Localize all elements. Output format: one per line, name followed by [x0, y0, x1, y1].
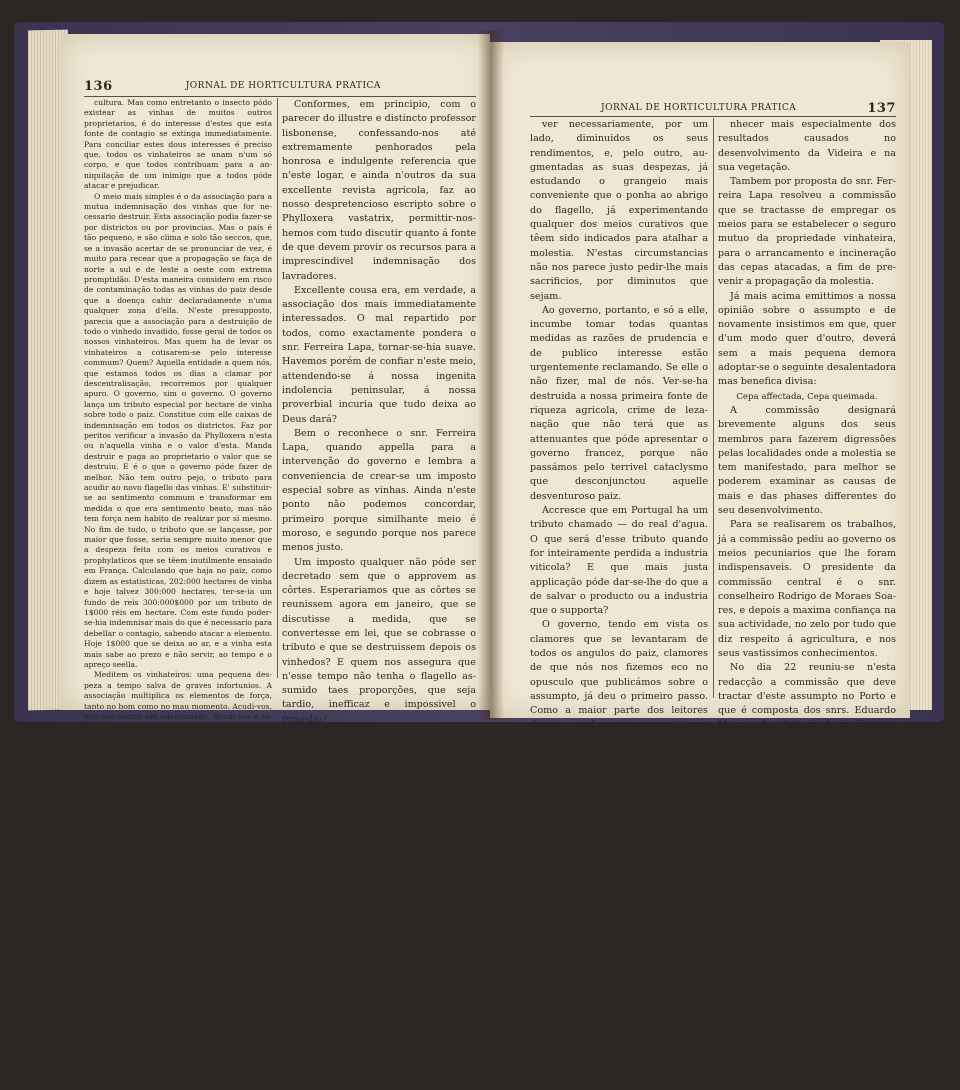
paragraph: Accresce que em Portugal ha um tributo chamado — do real d'agua. O que será d'esse tributo quando for inteiramente perdida a industria viticola? E que mais justa applicação póde dar-se-lhe do que a de salvar o producto ou a industria que o supporta? [530, 505, 708, 617]
paragraph: Ao mesmo tempo que o governo tractava de crear a commissão central a que acima nos referimos, pela direcção geral do commercio e industria era dirigido um officio ao governador civil de Villa Real, [718, 919, 896, 1003]
left-column-1 [84, 98, 272, 950]
paragraph: Um imposto qualquer não póde ser decretado sem que o approvem as côrtes. Esperariamos que as côrtes se reunissem agora em janeiro, que se discutisse a medida, que se convertesse em lei, que se cobrasse o tributo e que se destruissem depois os vinhedos? E quem nos assegura que n'esse tempo não tenha o flagello assumido taes proporções, que seja tardio, inefficaz e impossivel o remedio? [282, 556, 476, 725]
paragraph: Ao governo, portanto, e só a elle, incumbe tomar todas quantas medidas as razões de prudencia e de publico interesse estão urgentemente reclamando. Se elle o não fizer, mal de nós. Ver-se-ha destruida a nossa primeira fonte de riqueza agricola, crime de leza-nação que não terá que as attenuantes que póde apresentar o governo francez, porque não passámos pelo terrivel cataclysmo que desconjunctou aquelle desventuroso paiz. [530, 304, 708, 502]
paragraph: Tambem por proposta do snr. Ferreira Lapa resolveu a commissão que se tractasse de empregar os meios para se estabelecer o seguro mutuo da propriedade vinhateira, para o arrancamento e incineração das cepas atacadas, a fim de prevenir a propagação da molestia. [718, 176, 896, 288]
paragraph: ver necessariamente, por um lado, diminuidos os seus rendimentos, e, pelo outro, augmentadas as suas despezas, já estudando o grangeio mais conveniente que o ponha ao abrigo do flagello, já experimentando qualquer dos meios curativos que têem sido indicados para atalhar a molestia. N'estas circumstancias não nos parece justo pedir-lhe mais sacrificios, por diminutos que sejam. [530, 119, 708, 302]
paragraph: Para se realisarem os trabalhos, já a commissão pediu ao governo os meios pecuniarios que lhe foram indispensaveis. O presidente da commissão central é o snr. conselheiro Rodrigo de Moraes Soares, e depois a maxima confiança na sua actividade, no zelo por tudo que diz respeito á agricultura, e nos seus vastissimos conhecimentos. [718, 519, 896, 659]
paragraph: Meditem os vinhateiros: uma pequena despeza a tempo salva de graves infortunios. A associação multiplica os elementos de força, tanto no bom como no mau momento. Acudi-vos, uns aos outros em adversidade. Acudi-vos a todos, se não fizerem mal que vos entre em casa. O mal que se reparte por muitos quasi não é mal para ninguem. Mas o que se deixa ao acaso, será a ruina de todos. O governo diz que vos considera todos os seus semelhantes, e está prompto a auxiliar o agricultor. O desejo não falta ao certo, e o que se pede pouca custa, o auxilio é pequeno comparado ao mal que se evita se for mal acolhida e infelizmente vae pelo. Feitos com o pezo d'el-rei, não hei de ser eu que contrarie, que se aconselhe um remedio com maior espereza de victoria. Apparecem certos remedios. Mas sabe-se que é nas maiores afflicções que mais se perde o ânimo e a confiança nos meios que a sciencia indica para encontrar uma receita de qualquer ingrediente insecticida ou dos mais applicados. Eu poderia apresentar aqui uma duzia pelo menos de remedios, nos aconselhados, outros experimentados com mais ou menos fortuna, mas sem fidelidade de successo em todos os casos. [84, 670, 272, 950]
right-column-2 [718, 118, 896, 1003]
paragraph: Todos fomos concordes em que o essencial era que a commissão enviasse alguns dos seus delegados aos locaes onde se desenvolve a molestia para fazerem os seus estudos e experiencias. [718, 762, 896, 845]
paragraph: No dia 22 reuniu-se n'esta redacção a commissão que deve tractar d'este assumpto no Porto e que é composta dos snrs. Eduardo Mozer, dr. Antonio Luiz Ferreira Girão, Augusto Luzo da Silva e da nossa humilde pessoa. [718, 662, 896, 760]
paragraph: 2.º—Delegação de estudos locaes e de applicação de meios que possam combater a molestia nos pontos em que ella se manifestar com mais violencia. [530, 991, 708, 1060]
paragraph: O governo, tendo em vista os clamores que se levantaram de todos os angulos do paiz, clamores de que nós nos fizemos eco no opusculo que publicámos sobre o assumpto, já deu o primeiro passo. Como a maior parte dos leitores devem saber, nomeou uma commissão para estudar a nova molestia, e no dia 18 do mez findo verificou-se a primeira reunião. [530, 619, 708, 774]
paragraph: O presidente da commissão do Porto é o snr. dr. Antonio Luiz Ferreira Girão, cavalheiro altamente conhecido pelo seu profundo saber. [718, 848, 896, 917]
right-journal-title: JORNAL DE HORTICULTURA PRATICA [601, 103, 797, 113]
paragraph: Depois, vindo á questão de equidade, quando o viticultor se vê luctando com uma terrivel calamidade, pede a justiça melhor distributiva, determinam-no até as leis do paiz, que lhe sejam alliviados os encargos com que contribue para as despezas geraes do estado. O lavrador viticola ha de [282, 871, 476, 983]
book-gutter [478, 30, 504, 720]
motto: Cepa affectada, Cepa queimada. [736, 391, 878, 402]
paragraph: 1.º—Delegação de estudos entomológicos na cidade de Coimbra. Será composta do snr. visconde de Villa Maior e dos membros aggregados da commissão que estiverem n'aquella cidade. [530, 905, 708, 988]
paragraph: Discutiu-se qual seria a organisação mais conveniente a dar á commissão e a direcção mais accommodada que deveriam ter os seus trabalhos para se conseguir os fins que se tinham em vista, e por proposta do snr. Ferreira Lapa resolveu-se organisar tres centros de estudos, a saber: [530, 776, 708, 903]
left-head-rule [84, 96, 476, 97]
paragraph: A commissão designará brevemente alguns dos seus membros para fazerem digressões pelas localidades onde a molestia se tem manifestado, para melhor se poderem examinar as causas de mais e das phases differentes do seu desenvolvimento. [718, 404, 896, 517]
left-page-number: 136 [84, 78, 113, 94]
paragraph: Já mais acima emittimos a nossa opinião sobre o assumpto e de novamente insistimos em que, quer d'um modo quer d'outro, deverá sem a mais pequena demora adoptar-se o seguinte desalentadora mas benefica divisa: [718, 290, 896, 388]
paragraph: O meio mais simples é o da associação para a mutua indemnisação dos vinhas que for necessario destruir. Esta associação podia fazer-se por districtos ou por provincias. Mas o país é tão pequeno, e são clima e solo tão seccos, que, se a invasão acertar de se pronunciar de vez, é muito para recear que a propagação se faça de norte a sul e de leste a oeste com extrema promptidão. D'esta maneira considero em risco de contaminação todas as vinhas do paiz desde que a doença cahir declaradamente n'uma qualquer zona d'ella. N'este presupposto, parecia que a associação para a destruição de todo o vinhedo invadido, fosse geral de todos os nossos vinhateiros. Mas quem ha de levar os vinhateiros a cotisarem-se pelo interesse commum? Quem? Aquella entidade a quem nós, que estamos todos os dias a clamar por descentralisação, recorremos por qualquer apuro. O governo, sim o governo. O governo lança um tributo especial por hectare de vinha sobre todo o paiz. Constitue com elle caixas de indemnisação em todos os districtos. Faz por peritos verificar a invasão da Phylloxera n'esta ou n'aquella vinha e o valor d'esta. Manda destruir e paga ao proprietario o valor que se destruiu. E é o que o governo póde fazer de melhor. Não tem outro pejo, o tributo para acudir ao novo flagello das vinhas. E' substituir-se ao sentimento commum e transformar em medida o que era sentimento beato, mas não tem força nem habito de realizar por si mesmo. No fim de tudo, o tributo que se lançasse, por maior que fosse, seria sempre muito menor que a despeza feita com os meios curativos e prophylaticos que se têem inutilmente ensaiado em França. Calculando que haja no paiz, como dizem as estatisticas, 202:000 hectares de vinha e hoje talvez 300:000 hectares, ter-se-ia um fundo de reis 300:000$000 por um tributo de 1$000 réis em hectare. Com este fundo poder-se-hia indemnisar mais do que é necessario para debellar o contagio, sabendo atacar a elemento. Hoje 1$000 que se deixa ao ar, e a vinha esta mais sabe ao prezo e não servir, ao tempo e o apreço seella. [84, 191, 272, 669]
paragraph: cultura. Mas como entretanto o insecto pódo existear as vinhas de muitos outros proprietarios, é do interesse d'estes que esta fonte de contagio se extinga immediatamente. Para conciliar estes dous interesses é preciso que, todos os vinhateiros se unam n'um só corpo, e que todos contribuam para a anniquilação de um inimigo que a todos póde atacar e prejudicar. [84, 98, 272, 191]
paragraph: 3.º—Delegação que terá por fim co- [530, 1062, 708, 1088]
right-running-head [510, 100, 896, 116]
paragraph: nhecer mais especialmente dos resultados causados no desenvolvimento da Videira e na sua vegetação. [718, 119, 896, 173]
paragraph: Excellente cousa era, em verdade, a associação dos mais immediatamente interessados. O mal repartido por todos, como exactamente pondera o snr. Ferreira Lapa, tornar-se-hia suave. Havemos porém de confiar n'este meio, attendendo-se á nossa ingenita indolencia peninsular, á nossa proverbial incuria que tudo deixa ao Deus dará? [282, 284, 476, 425]
paragraph: Conformes, em principio, com o parecer do illustre e distincto professor lisbonense, confessando-nos até extremamente penhorados pela honrosa e indulgente referencia que n'este logar, e ainda n'outros da sua excellente revista agricola, faz ao nosso despretencioso escripto sobre o Phylloxera vastatrix, permittir-nos-hemos com tudo discutir quanto á fonte de que devem provir os recursos para a imprescindivel indemnisação dos lavradores. [282, 99, 476, 282]
right-head-rule [530, 116, 896, 117]
right-page-number: 137 [867, 100, 896, 116]
paragraph: Bem o reconhece o snr. Ferreira Lapa, quando appella para a intervenção do governo e lembra a conveniencia de crear-se um imposto especial sobre as vinhas. Ainda n'este ponto não podemos concordar, primeiro porque similhante meio é moroso, e segundo porque nos parece menos justo. [282, 427, 476, 554]
left-journal-title: JORNAL DE HORTICULTURA PRATICA [185, 81, 381, 91]
right-column-separator [713, 118, 714, 698]
left-column-2 [282, 98, 476, 983]
right-column-1 [530, 118, 708, 1088]
paragraph: Porque importa não perder de vista que nós não pretendemos o absurdo. Se aconselhamos a destruição dos focos de contagião pela queima das cepas infectadas, é agora, no principio, em quanto o mal está limitado. Em o flagello chegando a generalisar-se não achamos possibilidade nem seguer utilidade em applicar-se este extremo e doloroso recurso. [282, 728, 476, 868]
left-column-separator [277, 98, 278, 678]
left-running-head [84, 78, 474, 94]
